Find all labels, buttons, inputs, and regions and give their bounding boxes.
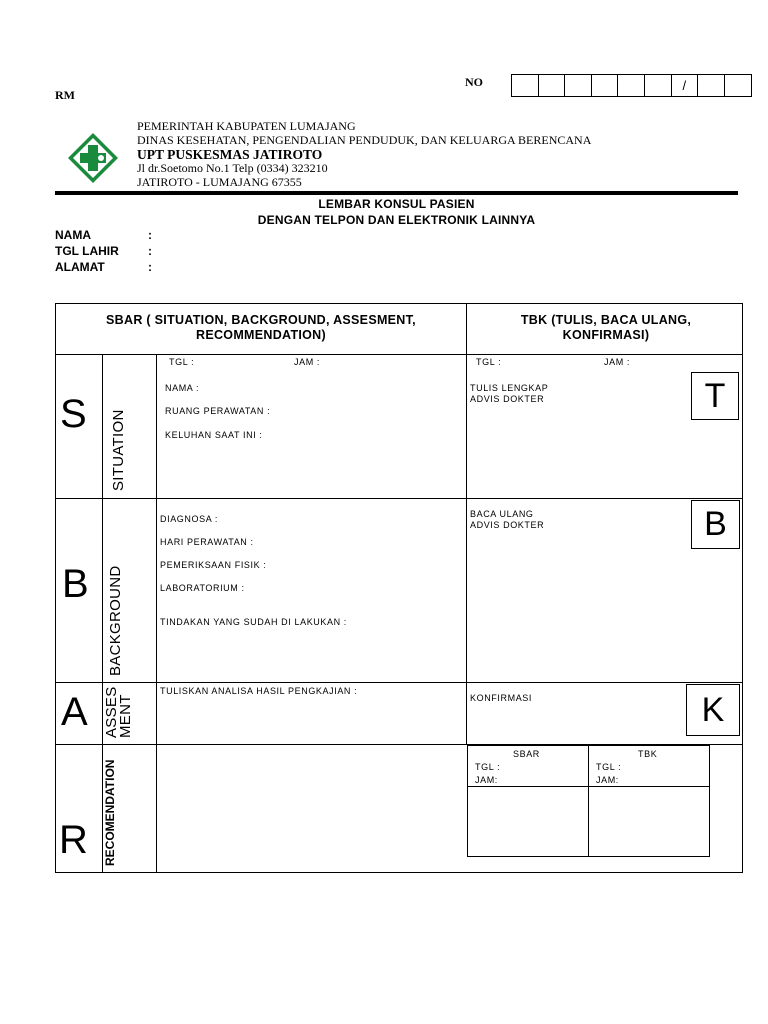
tbk-header: TBK (TULIS, BACA ULANG, KONFIRMASI) xyxy=(520,313,692,342)
sbar-table xyxy=(55,303,743,873)
no-box[interactable] xyxy=(539,75,566,96)
letter-s: S xyxy=(60,392,87,436)
title-line1: LEMBAR KONSUL PASIEN xyxy=(318,197,475,211)
no-box[interactable] xyxy=(618,75,645,96)
assesment-label xyxy=(105,686,133,738)
s-field-ruang[interactable]: RUANG PERAWATAN : xyxy=(165,406,271,416)
b-field-lab[interactable]: LABORATORIUM : xyxy=(160,583,245,593)
patient-birthdate-row[interactable] xyxy=(55,243,152,259)
puskesmas-logo-icon xyxy=(66,131,120,185)
s-field-keluhan[interactable]: KELUHAN SAAT INI : xyxy=(165,430,263,440)
sbar-header: SBAR ( SITUATION, BACKGROUND, ASSESMENT, RECOMMENDATION) xyxy=(106,313,416,342)
assesment-line: ASSES xyxy=(103,686,120,738)
subtable-jam-2[interactable]: JAM: xyxy=(596,775,619,785)
subtable-tgl-2[interactable]: TGL : xyxy=(596,762,622,772)
no-box[interactable] xyxy=(592,75,619,96)
s-jam[interactable]: JAM : xyxy=(294,357,321,367)
tbk-b-line: BACA ULANG xyxy=(470,509,534,519)
field-label: NAMA xyxy=(55,228,91,242)
tbk-s-line: ADVIS DOKTER xyxy=(470,394,545,404)
header-divider xyxy=(55,191,738,195)
subtable-col-divider xyxy=(588,746,589,856)
no-box[interactable] xyxy=(645,75,672,96)
b-field-tindakan[interactable]: TINDAKAN YANG SUDAH DI LAKUKAN : xyxy=(160,617,347,627)
field-sep: : xyxy=(148,244,152,258)
tbk-letter-t: T xyxy=(691,372,739,420)
title-line2: DENGAN TELPON DAN ELEKTRONIK LAINNYA xyxy=(257,213,536,227)
patient-identity xyxy=(55,227,152,275)
gov-line: DINAS KESEHATAN, PENGENDALIAN PENDUDUK, DAN KELUARGA BERENCANA xyxy=(137,132,592,147)
field-sep: : xyxy=(148,228,152,242)
no-box[interactable] xyxy=(698,75,725,96)
institution-header xyxy=(137,120,591,189)
no-box[interactable]: / xyxy=(672,75,699,96)
subtable-row-divider xyxy=(468,786,709,787)
patient-name-row[interactable] xyxy=(55,227,152,243)
subtable-tgl[interactable]: TGL : xyxy=(475,762,501,772)
s-field-nama[interactable]: NAMA : xyxy=(165,383,200,393)
patient-address-row[interactable] xyxy=(55,259,152,275)
tbk-letter-k: K xyxy=(686,684,740,736)
tbk-s-tgl[interactable]: TGL : xyxy=(476,357,502,367)
subtable-sbar: SBAR xyxy=(513,749,540,759)
b-field-pemeriksaan[interactable]: PEMERIKSAAN FISIK : xyxy=(160,560,267,570)
no-box[interactable] xyxy=(512,75,539,96)
form-title xyxy=(55,196,738,228)
tbk-b-line: ADVIS DOKTER xyxy=(470,520,545,530)
letter-r: R xyxy=(59,818,88,862)
tbk-b-text xyxy=(470,509,544,531)
row-divider xyxy=(56,354,742,355)
assesment-line: MENT xyxy=(117,694,134,738)
tbk-konfirmasi: KONFIRMASI xyxy=(470,693,533,703)
no-number-boxes[interactable] xyxy=(511,74,752,97)
col-divider xyxy=(466,304,467,744)
row-divider xyxy=(56,682,742,683)
col-divider xyxy=(156,354,157,872)
tbk-s-jam[interactable]: JAM : xyxy=(604,357,631,367)
subtable-jam[interactable]: JAM: xyxy=(475,775,498,785)
confirmation-subtable xyxy=(467,745,710,857)
a-field-analisa[interactable]: TULISKAN ANALISA HASIL PENGKAJIAN : xyxy=(160,686,358,696)
field-sep: : xyxy=(148,260,152,274)
no-label: NO xyxy=(465,75,483,89)
row-divider xyxy=(56,498,742,499)
background-label: BACKGROUND xyxy=(107,565,124,676)
b-field-diagnosa[interactable]: DIAGNOSA : xyxy=(160,514,219,524)
s-tgl[interactable]: TGL : xyxy=(169,357,195,367)
letter-b: B xyxy=(62,562,89,606)
field-label: ALAMAT xyxy=(55,260,105,274)
recomendation-label: RECOMENDATION xyxy=(103,759,117,866)
address: Jl dr.Soetomo No.1 Telp (0334) 323210 xyxy=(137,161,328,176)
no-box[interactable] xyxy=(725,75,752,96)
tbk-s-line: TULIS LENGKAP xyxy=(470,383,549,393)
city: JATIROTO - LUMAJANG 67355 xyxy=(137,174,302,189)
subtable-tbk: TBK xyxy=(638,749,658,759)
letter-a: A xyxy=(61,690,88,734)
b-field-hari[interactable]: HARI PERAWATAN : xyxy=(160,537,254,547)
tbk-s-text xyxy=(470,383,548,405)
upt-name: UPT PUSKESMAS JATIROTO xyxy=(137,147,323,163)
field-label: TGL LAHIR xyxy=(55,244,119,258)
tbk-letter-b: B xyxy=(691,500,740,549)
rm-label: RM xyxy=(55,88,75,102)
situation-label: SITUATION xyxy=(110,409,127,491)
gov-line: PEMERINTAH KABUPATEN LUMAJANG xyxy=(137,119,356,133)
no-box[interactable] xyxy=(565,75,592,96)
